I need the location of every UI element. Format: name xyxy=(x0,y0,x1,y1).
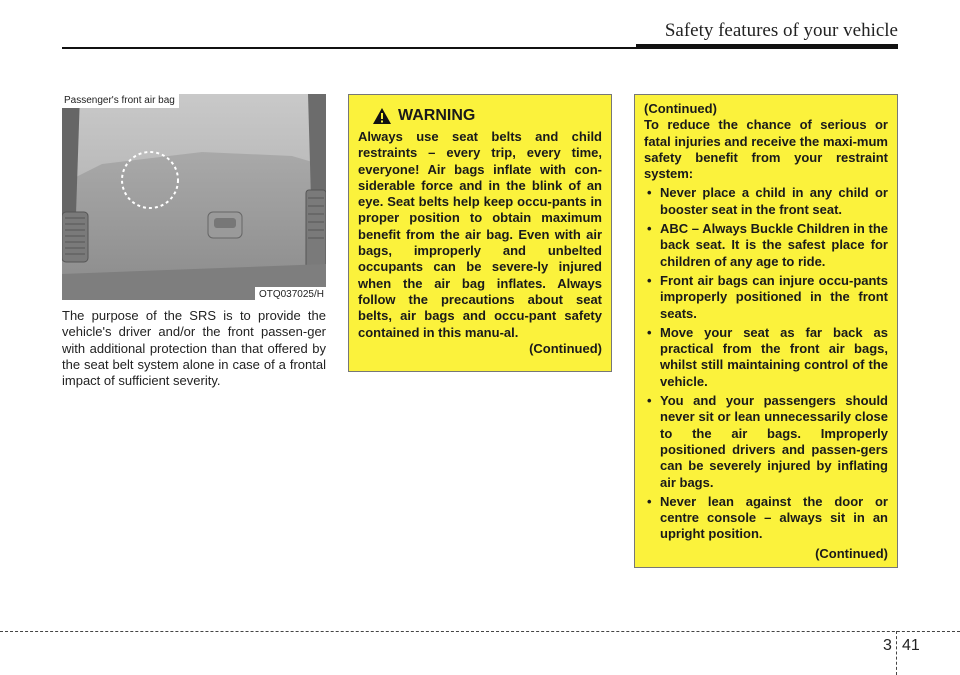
dashboard-illustration xyxy=(62,94,326,300)
figure-caption: Passenger's front air bag xyxy=(62,94,179,108)
list-item: • Front air bags can injure occu-pants improperly positioned in the front seats. xyxy=(644,273,888,322)
chapter-number: 3 xyxy=(883,637,892,654)
warning-triangle-icon xyxy=(372,107,392,125)
figure-code: OTQ037025/H xyxy=(255,287,326,300)
warning-box xyxy=(348,94,612,372)
list-item: • Never place a child in any child or booster seat in the front seat. xyxy=(644,185,888,218)
continued-footer: (Continued) xyxy=(815,545,888,561)
list-item: • Move your seat as far back as practical from the front air bags, whilst still maintaining control of the vehicle. xyxy=(644,325,888,390)
warning-title: WARNING xyxy=(398,106,476,124)
list-item: • Never lean against the door or centre console – always sit in an upright position. xyxy=(644,494,888,543)
footer-rule xyxy=(0,631,960,632)
header-rule-accent xyxy=(636,44,898,49)
continued-heading: (Continued) xyxy=(644,101,717,116)
warning-heading xyxy=(372,107,602,125)
airbag-photo xyxy=(62,94,326,300)
section-title: Safety features of your vehicle xyxy=(664,20,898,41)
intro-paragraph: The purpose of the SRS is to provide the vehicle's driver and/or the front passen-ger with additional protection than that offered by the seat belt system alone in case of a frontal impact of sufficient severity. xyxy=(62,308,326,389)
page-number: 41 xyxy=(902,637,920,654)
warning-body: Always use seat belts and child restraints – every trip, every time, everyone! Air bags inflate with con-siderable force and in the blink of an eye. Seat belts help keep occu-pants in proper position to obtain maximum benefit from the air bag. Even with air bags, improperly and unbelted occupants can be severe-ly injured when the air bag inflates. Always follow the precautions about seat belts, air bags and occu-pant safety contained in this manu-al. xyxy=(358,129,602,340)
footer-divider xyxy=(896,631,897,675)
warning-continued: (Continued) xyxy=(529,340,602,356)
list-item: • ABC – Always Buckle Children in the back seat. It is the safest place for children of any age to ride. xyxy=(644,221,888,270)
list-item: • You and your passengers should never sit or lean unnecessarily close to the air bags. Improperly positioned drivers and passen-gers can be severely injured by inflating air bags. xyxy=(644,393,888,491)
continued-warning-box xyxy=(634,94,898,568)
safety-bullet-list xyxy=(644,185,888,542)
continued-intro: To reduce the chance of serious or fatal injuries and receive the maxi-mum safety benefit from your restraint system: xyxy=(644,117,888,182)
